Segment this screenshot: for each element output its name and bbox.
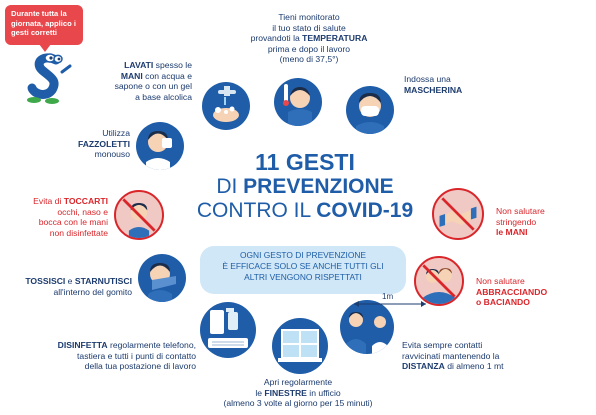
title-line-3: CONTRO IL COVID-19: [196, 199, 414, 222]
disinfect-text: DISINFETTA regolarmente telefono, tastiera e tutti i punti di contatto della tua postazione di lavoro: [57, 340, 196, 371]
title-line-2: DI PREVENZIONE: [216, 175, 394, 198]
face-mask-icon: [346, 86, 394, 134]
title-line-1: 11 GESTI: [255, 149, 355, 175]
no-touch-text: Evita di TOCCARTI occhi, naso e bocca con le mani non disinfettate: [33, 196, 108, 238]
wash-hands-text: LAVATI spesso le MANI con acqua e sapone o con un gel a base alcolica: [114, 60, 192, 102]
tissue-icon: [136, 122, 184, 170]
no-hug-text: Non salutare ABBRACCIANDO o BACIANDO: [476, 276, 548, 307]
no-face-touching-icon: [114, 190, 164, 240]
main-title: [190, 150, 420, 223]
center-message-box: OGNI GESTO DI PREVENZIONE È EFFICACE SOLO SE ANCHE TUTTI GLI ALTRI VENGONO RISPETTATI: [200, 246, 406, 294]
no-handshake-icon: [432, 188, 484, 240]
mascot-logo: [22, 50, 74, 105]
distance-text: Evita sempre contatti ravvicinati mantenendo la DISTANZA di almeno 1 mt: [402, 340, 504, 371]
windows-text: Apri regolarmente le FINESTRE in ufficio (almeno 3 volte al giorno per 15 minuti): [223, 377, 373, 408]
temperature-text: Tieni monitorato il tuo stato di salute provandoti la TEMPERATURA prima e dopo il lavoro (meno di 37,5°): [250, 12, 368, 64]
cough-elbow-icon: [138, 254, 186, 302]
distance-label: 1m: [382, 292, 394, 301]
cough-text: TOSSISCI e STARNUTISCI all'interno del gomito: [25, 276, 132, 297]
disinfect-devices-icon: [200, 302, 256, 358]
social-distance-icon: [340, 300, 394, 354]
open-window-icon: [272, 318, 328, 374]
mask-text: Indossa una MASCHERINA: [404, 74, 463, 95]
temperature-check-icon: [274, 78, 322, 126]
speech-bubble: [5, 5, 83, 45]
tissue-text: Utilizza FAZZOLETTI monouso: [77, 128, 130, 159]
distance-arrow: [350, 292, 430, 308]
no-handshake-text: Non salutare stringendo le MANI: [496, 206, 545, 237]
speech-bubble-text: Durante tutta la giornata, applico i gesti corretti: [11, 9, 76, 37]
hand-washing-icon: [202, 82, 250, 130]
